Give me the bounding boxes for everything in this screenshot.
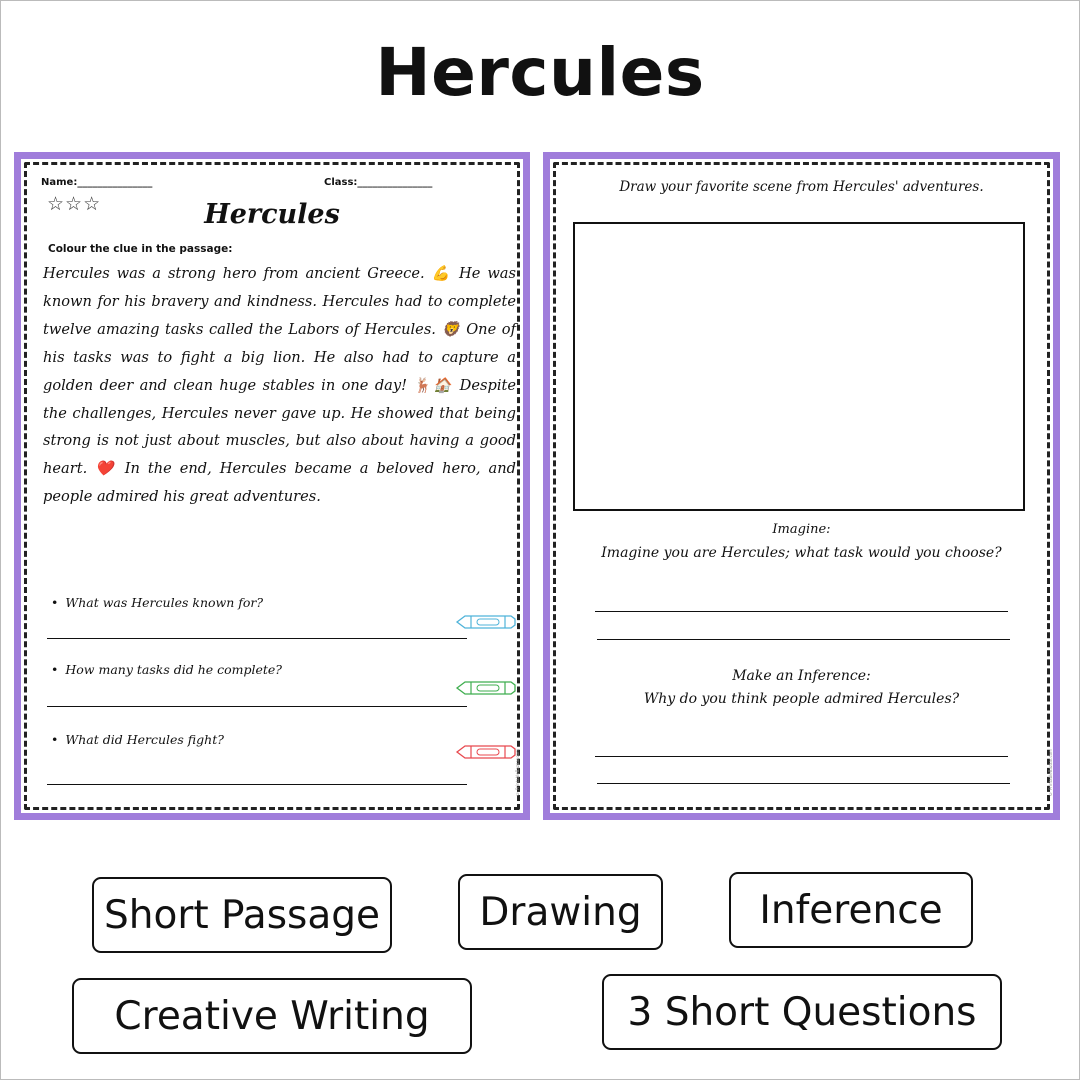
crayon-icon [455,679,517,697]
question-text: What did Hercules fight? [65,732,224,747]
tag-3-short-questions: 3 Short Questions [602,974,1002,1050]
writing-line[interactable] [595,611,1008,612]
question-1 [51,595,263,610]
answer-line[interactable] [47,638,467,639]
answer-line[interactable] [47,706,467,707]
crayon-icon [455,743,517,761]
question-3 [51,732,224,747]
bullet: • [51,662,59,677]
instruction-text: Colour the clue in the passage: [48,243,233,255]
worksheet-page [21,159,523,813]
imagine-prompt: Imagine you are Hercules; what task would you choose? [601,545,1002,561]
tag-inference: Inference [729,872,973,948]
watermark: © PrintableBazaar.com [515,749,520,797]
worksheet-title: Hercules [204,199,340,230]
writing-line[interactable] [597,639,1010,640]
bullet: • [51,732,59,747]
watermark: © PrintableBazaar.com [1048,749,1053,797]
tag-drawing: Drawing [458,874,663,950]
writing-line[interactable] [597,783,1010,784]
crayon-icon [455,613,517,631]
page-title: Hercules [375,34,705,111]
crayon-icon-outline [457,616,515,628]
class-field: Class:_______________ [324,177,433,188]
inference-prompt: Why do you think people admired Hercules? [643,691,960,707]
inference-heading: Make an Inference: [732,668,871,684]
name-field: Name:_______________ [41,177,153,188]
imagine-heading: Imagine: [772,522,831,537]
question-text: How many tasks did he complete? [65,662,283,677]
crayon-icon-outline [457,746,515,758]
answer-line[interactable] [47,784,467,785]
reading-passage: Hercules was a strong hero from ancient Greece. 💪 He was known for his bravery and kindness. Hercules had to complete twelve amazing tasks called the Labors of Hercules. 🦁 One of his tasks was to fight a big lion. He also had to capture a golden deer and clean huge stables in one day! 🦌🏠 Despite the challenges, Hercules never gave up. He showed that being strong is not just about muscles, but also about having a good heart. ❤️ In the end, Hercules became a beloved hero, and people admired his great adventures. [43,265,516,506]
drawing-worksheet-preview [543,152,1060,820]
rating-stars-icon: ☆☆☆ [47,193,102,215]
question-2 [51,662,282,677]
bullet: • [51,595,59,610]
tag-creative-writing: Creative Writing [72,978,472,1054]
writing-line[interactable] [595,756,1008,757]
reading-worksheet-preview [14,152,530,820]
drawing-prompt: Draw your favorite scene from Hercules' adventures. [619,179,984,195]
crayon-icon-outline [457,682,515,694]
worksheet-page [550,159,1053,813]
question-text: What was Hercules known for? [65,595,264,610]
drawing-area[interactable] [573,222,1025,511]
tag-short-passage: Short Passage [92,877,392,953]
